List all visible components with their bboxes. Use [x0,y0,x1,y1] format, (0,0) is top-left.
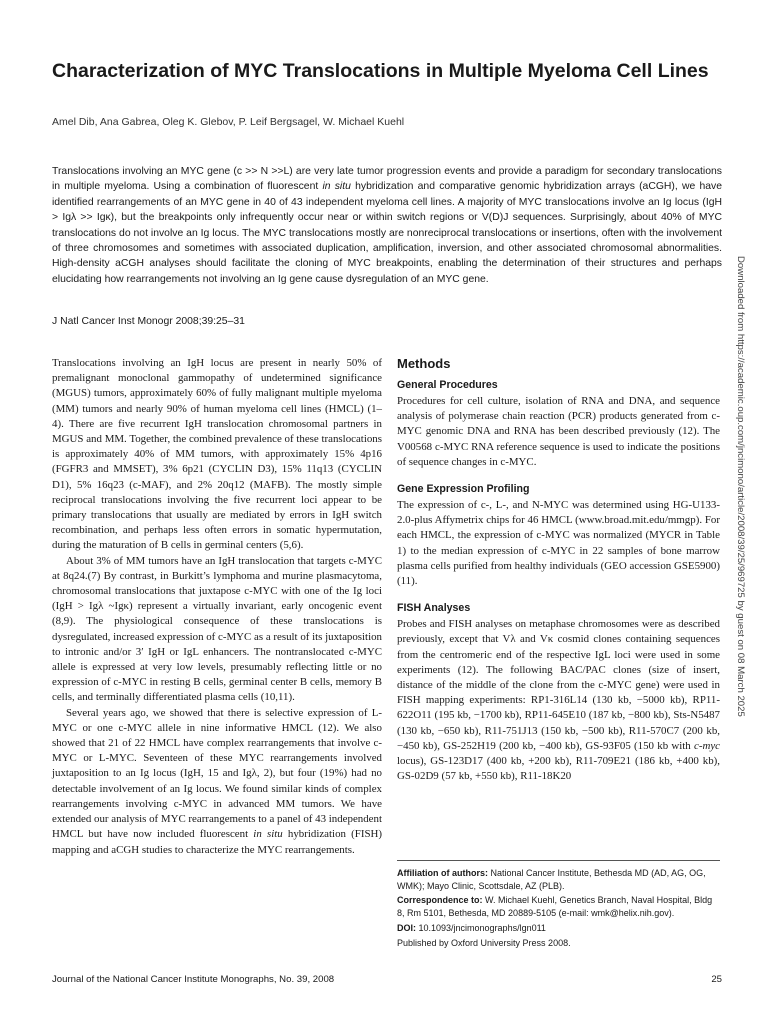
abstract-emphasis: in situ [322,181,351,193]
download-watermark: Downloaded from https://academic.oup.com/jncimono/article/2008/39/25/969725 by guest on 08 March 2025 [735,256,746,717]
page-number: 25 [711,974,722,985]
doi-text: 10.1093/jncimonographs/lgn011 [416,922,546,933]
gene-expression-text: The expression of c-, L-, and N-MYC was determined using HG-U133-2.0-plus Affymetrix chips for 46 HMCL (www.broad.mit.edu/mmgp). For each HMCL, the expression of c-MYC was normalized (MYCR in Table 1) to the median expression of c-MYC in 22 samples of bone marrow plasma cells purified from healthy individuals (GEO accession GSE5900) (11). [397,499,720,588]
affiliation-label: Affiliation of authors: [397,868,488,878]
intro-paragraph-3 [52,706,382,858]
right-column [397,356,720,796]
gene-expression-heading: Gene Expression Profiling [397,483,530,496]
general-procedures-text: Procedures for cell culture, isolation of RNA and DNA, and sequence analysis of polymerase chain reaction (PCR) products generated from c-MYC genomic DNA and RNA has been described previously (12). The V00568 c-MYC RNA reference sequence is used to indicate the positions of sequence changes in c-MYC. [397,395,720,468]
methods-heading: Methods [397,356,451,371]
intro-paragraph-3-text-a: Several years ago, we showed that there is selective expression of L-MYC or one c-MYC allele in nine informative HMCL (12). We also showed that 21 of 22 HMCL have complex rearrangements that involve c-MYC or L-MYC. Seventeen of these MYC rearrangements involved juxtaposition to an Ig locus (IgH, 15 and Igλ, 2), but four (19%) had no detectable involvement of an Ig locus. We found similar kinds of complex rearrangements involving c-MYC in advanced MM tumors. We have extended our analysis of MYC rearrangements to a panel of 43 independent HMCL but have now included fluorescent [52,706,382,841]
fish-text-a: Probes and FISH analyses on metaphase chromosomes were as described previously, except that Vλ and Vκ cosmid clones containing sequences from the centromeric end of the respective IgL loci were used in some experiments (12). The following BAC/PAC clones (size of insert, distance of the middle of the clone from the c-MYC gene) were used in FISH mapping experiments: RP1-316L14 (130 kb, −5000 kb), RP11-622O11 (195 kb, −1700 kb), RP11-645E10 (187 kb, −800 kb), Sts-N5487 (130 kb, −650 kb), R11-751J13 (150 kb, −500 kb), R11-570C7 (200 kb, −450 kb), GS-252H19 (200 kb, −400 kb), GS-93F05 (150 kb with [397,618,720,752]
left-column [52,356,382,858]
doi-line [397,922,720,935]
affiliation-line [397,867,720,892]
doi-label: DOI: [397,922,416,933]
intro-paragraph-2: About 3% of MM tumors have an IgH translocation that targets c-MYC at 8q24.(7) By contrast, in Burkitt’s lymphoma and murine plasmacytoma, chromosomal translocations that juxtapose c-MYC with one of the Ig loci (IgH > Igλ ~Igκ) represent a virtually invariant, early oncogenic event (8,9). The physiological consequence of these translocations is dysregulated, increased expression of c-MYC as a result of its juxtaposition to intronic and/or 3′ IgH or IgL enhancers. The nontranslocated c-MYC allele is expressed at very low levels, presumably reflecting little or no expression of c-MYC in resting B cells, germinal center B cells, memory B cells, and terminally differentiated plasma cells (10,11). [52,554,382,704]
abstract [52,164,722,287]
fish-emphasis: c-myc [694,739,720,752]
publisher-line: Published by Oxford University Press 2008. [397,937,571,948]
author-list: Amel Dib, Ana Gabrea, Oleg K. Glebov, P. Leif Bergsagel, W. Michael Kuehl [52,116,405,128]
correspondence-line [397,894,720,919]
correspondence-label: Correspondence to: [397,895,483,906]
affiliation-text: National Cancer Institute, Bethesda MD (AD, AG, OG, WMK); Mayo Clinic, Scottsdale, AZ (PLB). [397,868,706,891]
fish-analyses-heading: FISH Analyses [397,602,471,615]
article-title: Characterization of MYC Translocations in Multiple Myeloma Cell Lines [52,60,709,82]
correspondence-text: W. Michael Kuehl, Genetics Branch, Naval Hospital, Bldg 8, Rm 5101, Bethesda, MD 20889-5105 (e-mail: wmk@helix.nih.gov). [397,895,713,919]
intro-paragraph-1: Translocations involving an IgH locus are present in nearly 50% of premalignant monoclonal gammopathy of undetermined significance (MGUS) tumors, approximately 60% of fully malignant multiple myeloma (MM) tumors and nearly 90% of human myeloma cell lines (HMCL) (1–4). There are five recurrent IgH translocation chromosomal partners in MGUS and MM. Together, the combined prevalence of these translocations is approximately 40% of MM tumors, with approximately 15% 4p16 (FGFR3 and MMSET), 3% 6p21 (CYCLIN D3), 15% 11q13 (CYCLIN D1), 5% 16q23 (c-MAF), and 2% 20q12 (MAFB). The mostly simple reciprocal translocations involving the five recurrent loci appear to be primary translocations that usually are mediated by errors in IgH switch recombination, and perhaps less often errors in somatic hypermutation, during the maturation of B cells in germinal centers (5,6). [52,357,382,552]
abstract-text-1: Translocations involving an MYC gene (c >> N >>L) are very late tumor progression events and provide a paradigm for secondary translocations in multiple myeloma. Using a combination of fluorescent [52,166,722,193]
footnote-divider [397,860,720,861]
general-procedures-heading: General Procedures [397,379,498,391]
intro-paragraph-3-text-b: hybridization (FISH) mapping and aCGH studies to characterize the MYC rearrangements. [52,828,383,856]
journal-footer: Journal of the National Cancer Institute Monographs, No. 39, 2008 [52,974,335,985]
fish-analyses-text [397,617,720,784]
fish-text-b: locus), GS-123D17 (400 kb, +200 kb), R11-709E21 (186 kb, +400 kb), GS-02D9 (57 kb, +550 kb), R11-18K20 [397,755,720,783]
intro-paragraph-3-emphasis: in situ [253,828,283,841]
abstract-text-2: hybridization and comparative genomic hybridization arrays (aCGH), we have identified rearrangements of an MYC gene in 40 of 43 independent myeloma cell lines. A majority of MYC translocations involve an Ig locus (IgH > Igλ >> Igκ), but the breakpoints only infrequently occur near or within switch regions or V(D)J sequences. Surprisingly, about 40% of MYC translocations do not involve an Ig locus. The MYC translocations mostly are nonreciprocal translocations or insertions, often with the involvement of three chromosomes and sometimes with associated duplication, amplification, inversion, and other associated chromosomal abnormalities. High-density aCGH analyses should facilitate the cloning of MYC breakpoints, enabling the determination of their structures and perhaps elucidating how rearrangements not involving an Ig gene cause dysregulation of an MYC gene. [52,181,722,285]
citation: J Natl Cancer Inst Monogr 2008;39:25–31 [52,316,245,327]
affiliation-block [397,867,720,951]
